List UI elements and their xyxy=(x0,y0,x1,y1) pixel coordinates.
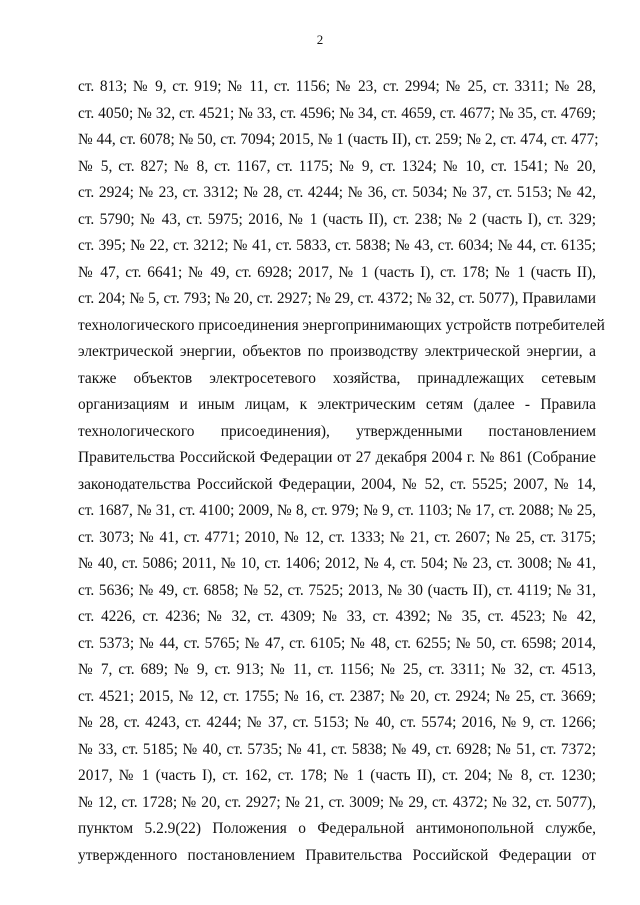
text-line: ст. 395; № 22, ст. 3212; № 41, ст. 5833, ст. 5838; № 43, ст. 6034; № 44, ст. 6135; xyxy=(78,237,596,254)
text-line: № 44, ст. 6078; № 50, ст. 7094; 2015, № 1 (часть II), ст. 259; № 2, ст. 474, ст. 477; xyxy=(78,131,599,148)
text-line: № 5, ст. 827; № 8, ст. 1167, ст. 1175; № 9, ст. 1324; № 10, ст. 1541; № 20, xyxy=(78,157,596,175)
text-line: технологического присоединения энергопринимающих устройств потребителей xyxy=(78,316,605,334)
text-line: ст. 5636; № 49, ст. 6858; № 52, ст. 7525; 2013, № 30 (часть II), ст. 4119; № 31, xyxy=(78,581,596,599)
text-line: технологического присоединения), утвержденными постановлением xyxy=(78,422,596,440)
text-line: ст. 3073; № 41, ст. 4771; 2010, № 12, ст. 1333; № 21, ст. 2607; № 25, ст. 3175; xyxy=(78,528,596,546)
text-line: ст. 204; № 5, ст. 793; № 20, ст. 2927; № 29, ст. 4372; № 32, ст. 5077), Правилами xyxy=(78,290,596,307)
text-line: ст. 5373; № 44, ст. 5765; № 47, ст. 6105; № 48, ст. 6255; № 50, ст. 6598; 2014, xyxy=(78,634,596,652)
text-line: законодательства Российской Федерации, 2004, № 52, ст. 5525; 2007, № 14, xyxy=(78,475,596,493)
text-line: № 47, ст. 6641; № 49, ст. 6928; 2017, № 1 (часть I), ст. 178; № 1 (часть II), xyxy=(78,263,596,281)
text-line: ст. 813; № 9, ст. 919; № 11, ст. 1156; № 23, ст. 2994; № 25, ст. 3311; № 28, xyxy=(78,78,596,95)
text-line: электрической энергии, объектов по производству электрической энергии, а xyxy=(78,343,596,360)
document-body xyxy=(78,74,605,869)
text-line: пунктом 5.2.9(22) Положения о Федеральной антимонопольной службе, xyxy=(78,820,596,837)
text-line: также объектов электросетевого хозяйства, принадлежащих сетевым xyxy=(78,369,596,387)
text-line: ст. 1687, № 31, ст. 4100; 2009, № 8, ст. 979; № 9, ст. 1103; № 17, ст. 2088; № 25, xyxy=(78,502,596,519)
text-line: № 33, ст. 5185; № 40, ст. 5735; № 41, ст. 5838; № 49, ст. 6928; № 51, ст. 7372; xyxy=(78,740,596,758)
text-line: ст. 4521; 2015, № 12, ст. 1755; № 16, ст. 2387; № 20, ст. 2924; № 25, ст. 3669; xyxy=(78,687,596,705)
page-number: 2 xyxy=(316,32,324,47)
text-line: ст. 4050; № 32, ст. 4521; № 33, ст. 4596; № 34, ст. 4659, ст. 4677; № 35, ст. 4769; xyxy=(78,104,596,122)
text-line: № 40, ст. 5086; 2011, № 10, ст. 1406; 2012, № 4, ст. 504; № 23, ст. 3008; № 41, xyxy=(78,555,596,572)
text-line: ст. 4226, ст. 4236; № 32, ст. 4309; № 33, ст. 4392; № 35, ст. 4523; № 42, xyxy=(78,608,596,625)
text-line: № 12, ст. 1728; № 20, ст. 2927; № 21, ст. 3009; № 29, ст. 4372; № 32, ст. 5077), xyxy=(78,793,596,811)
text-line: организациям и иным лицам, к электрическим сетям (далее - Правила xyxy=(78,396,596,413)
text-line: № 28, ст. 4243, ст. 4244; № 37, ст. 5153; № 40, ст. 5574; 2016, № 9, ст. 1266; xyxy=(78,714,596,731)
text-line: Правительства Российской Федерации от 27 декабря 2004 г. № 861 (Собрание xyxy=(78,449,596,466)
text-line: утвержденного постановлением Правительства Российской Федерации от xyxy=(78,846,596,864)
text-line: 2017, № 1 (часть I), ст. 162, ст. 178; № 1 (часть II), ст. 204; № 8, ст. 1230; xyxy=(78,767,596,784)
text-line: ст. 2924; № 23, ст. 3312; № 28, ст. 4244; № 36, ст. 5034; № 37, ст. 5153; № 42, xyxy=(78,184,596,201)
text-line: ст. 5790; № 43, ст. 5975; 2016, № 1 (часть II), ст. 238; № 2 (часть I), ст. 329; xyxy=(78,210,596,228)
text-line: № 7, ст. 689; № 9, ст. 913; № 11, ст. 1156; № 25, ст. 3311; № 32, ст. 4513, xyxy=(78,661,596,678)
